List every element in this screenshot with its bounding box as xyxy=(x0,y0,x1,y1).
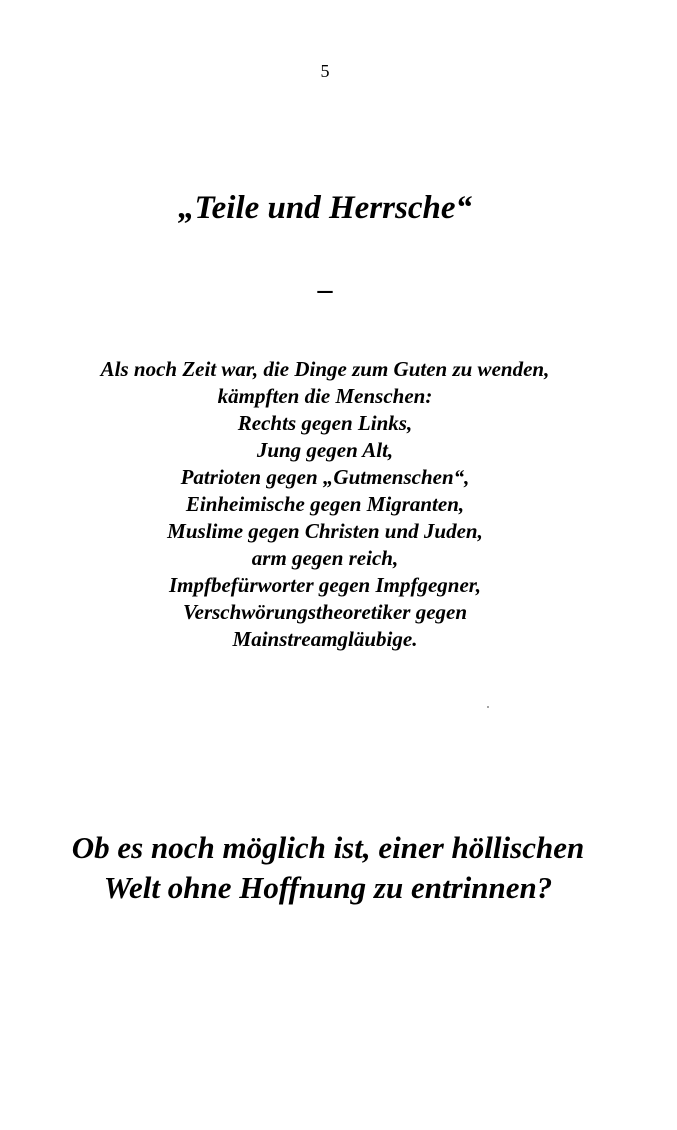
poem-line: Als noch Zeit war, die Dinge zum Guten zu wenden, xyxy=(100,357,550,381)
closing-question xyxy=(0,828,656,908)
poem xyxy=(0,356,650,653)
poem-line: Rechts gegen Links, xyxy=(237,411,413,435)
poem-line: Mainstreamgläubige. xyxy=(232,627,418,651)
page-title: „Teile und Herrsche“ xyxy=(178,190,472,226)
poem-line: Muslime gegen Christen und Juden, xyxy=(167,519,483,543)
poem-line: Einheimische gegen Migranten, xyxy=(185,492,465,516)
poem-line: Impfbefürworter gegen Impfgegner, xyxy=(168,573,482,597)
poem-line: arm gegen reich, xyxy=(251,546,399,570)
stray-dot xyxy=(487,706,489,708)
poem-line: kämpften die Menschen: xyxy=(217,384,433,408)
poem-line: Verschwörungstheoretiker gegen xyxy=(182,600,468,624)
closing-line: Welt ohne Hoffnung zu entrinnen? xyxy=(103,870,553,905)
closing-line: Ob es noch möglich ist, einer höllischen xyxy=(71,830,585,865)
page-number: 5 xyxy=(320,61,330,81)
poem-line: Patrioten gegen „Gutmenschen“, xyxy=(180,465,470,489)
poem-line: Jung gegen Alt, xyxy=(256,438,394,462)
separator-dash: – xyxy=(317,273,333,306)
